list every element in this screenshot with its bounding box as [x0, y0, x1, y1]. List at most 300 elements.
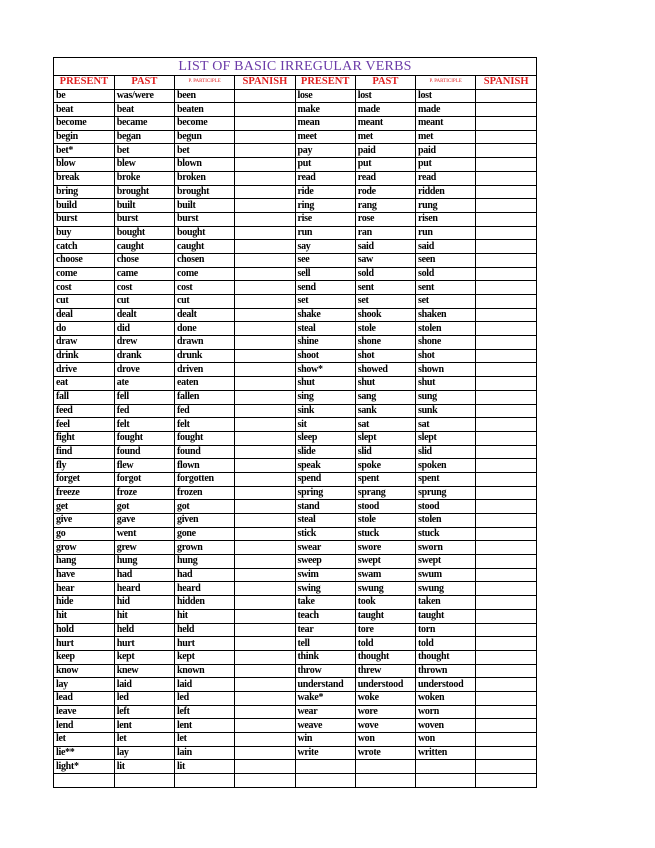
cell-past: lent	[114, 719, 174, 733]
cell-past-participle	[416, 760, 476, 774]
cell-present: hurt	[54, 637, 114, 651]
cell-past: beat	[114, 103, 174, 117]
cell-past-participle: stolen	[416, 514, 476, 528]
table-row	[54, 760, 536, 774]
cell-spanish	[476, 637, 536, 651]
cell-past: wrote	[355, 746, 415, 760]
cell-present: shoot	[295, 349, 355, 363]
cell-past: left	[114, 705, 174, 719]
cell-spanish	[235, 596, 295, 610]
cell-present: rise	[295, 212, 355, 226]
cell-present: hold	[54, 623, 114, 637]
cell-past: had	[114, 568, 174, 582]
cell-spanish	[235, 431, 295, 445]
cell-past: shone	[355, 336, 415, 350]
cell-past: went	[114, 527, 174, 541]
cell-past-participle: spoken	[416, 459, 476, 473]
cell-spanish	[235, 117, 295, 131]
cell-past-participle: eaten	[175, 377, 235, 391]
cell-present: forget	[54, 472, 114, 486]
cell-spanish	[476, 267, 536, 281]
cell-present: stick	[295, 527, 355, 541]
cell-present: run	[295, 226, 355, 240]
cell-past: froze	[114, 486, 174, 500]
cell-present: feed	[54, 404, 114, 418]
cell-past: caught	[114, 240, 174, 254]
cell-spanish	[235, 637, 295, 651]
cell-past: fell	[114, 390, 174, 404]
cell-spanish	[476, 199, 536, 213]
cell-present: show*	[295, 363, 355, 377]
cell-past-participle: bought	[175, 226, 235, 240]
table-row	[54, 650, 536, 664]
header-row	[54, 76, 536, 89]
cell-present: tear	[295, 623, 355, 637]
cell-past: thought	[355, 650, 415, 664]
cell-past-participle: drunk	[175, 349, 235, 363]
table-row	[54, 281, 536, 295]
table-row	[54, 144, 536, 158]
cell-past: spoke	[355, 459, 415, 473]
cell-past-participle: worn	[416, 705, 476, 719]
cell-present: fall	[54, 390, 114, 404]
table-row	[54, 514, 536, 528]
table-row	[54, 336, 536, 350]
header-past-participle: P. PARTICIPLE	[175, 76, 235, 89]
cell-past: swept	[355, 555, 415, 569]
cell-past: flew	[114, 459, 174, 473]
cell-spanish	[476, 185, 536, 199]
cell-past-participle: lost	[416, 89, 476, 103]
cell-past-participle: swung	[416, 582, 476, 596]
cell-past-participle: sent	[416, 281, 476, 295]
cell-past: shot	[355, 349, 415, 363]
cell-spanish	[235, 185, 295, 199]
cell-present: go	[54, 527, 114, 541]
cell-past-participle: rung	[416, 199, 476, 213]
cell-past: fed	[114, 404, 174, 418]
cell-spanish	[476, 308, 536, 322]
cell-spanish	[235, 363, 295, 377]
cell-past-participle: left	[175, 705, 235, 719]
cell-present: hide	[54, 596, 114, 610]
cell-past: held	[114, 623, 174, 637]
cell-past: fought	[114, 431, 174, 445]
cell-past-participle: flown	[175, 459, 235, 473]
cell-past-participle: kept	[175, 650, 235, 664]
cell-spanish	[476, 541, 536, 555]
cell-present: stand	[295, 500, 355, 514]
cell-past-participle: stuck	[416, 527, 476, 541]
cell-past-participle: begun	[175, 130, 235, 144]
cell-present: read	[295, 171, 355, 185]
cell-past: was/were	[114, 89, 174, 103]
cell-past-participle	[175, 774, 235, 787]
cell-past-participle: sold	[416, 267, 476, 281]
table-row	[54, 691, 536, 705]
table-row	[54, 541, 536, 555]
cell-present: choose	[54, 253, 114, 267]
cell-past: knew	[114, 664, 174, 678]
cell-past: slept	[355, 431, 415, 445]
cell-present: steal	[295, 322, 355, 336]
cell-past-participle: burst	[175, 212, 235, 226]
cell-past: cost	[114, 281, 174, 295]
cell-past-participle: given	[175, 514, 235, 528]
table-row	[54, 445, 536, 459]
cell-spanish	[476, 158, 536, 172]
cell-spanish	[235, 322, 295, 336]
cell-past-participle: seen	[416, 253, 476, 267]
cell-spanish	[235, 514, 295, 528]
cell-past-participle: become	[175, 117, 235, 131]
cell-spanish	[476, 555, 536, 569]
table-row	[54, 568, 536, 582]
cell-past-participle: read	[416, 171, 476, 185]
cell-past: burst	[114, 212, 174, 226]
table-row	[54, 459, 536, 473]
cell-spanish	[476, 226, 536, 240]
cell-present: win	[295, 733, 355, 747]
cell-spanish	[476, 514, 536, 528]
cell-present: sing	[295, 390, 355, 404]
cell-past-participle: caught	[175, 240, 235, 254]
cell-spanish	[476, 760, 536, 774]
cell-past-participle: broken	[175, 171, 235, 185]
cell-past-participle: been	[175, 89, 235, 103]
cell-present: teach	[295, 609, 355, 623]
cell-spanish	[235, 130, 295, 144]
cell-past: rose	[355, 212, 415, 226]
cell-spanish	[476, 103, 536, 117]
cell-past: slid	[355, 445, 415, 459]
cell-past: cut	[114, 295, 174, 309]
verb-table	[54, 76, 536, 787]
cell-spanish	[476, 691, 536, 705]
cell-past-participle: set	[416, 295, 476, 309]
cell-spanish	[476, 431, 536, 445]
cell-past: spent	[355, 472, 415, 486]
cell-present: become	[54, 117, 114, 131]
cell-spanish	[476, 281, 536, 295]
cell-past: chose	[114, 253, 174, 267]
cell-present: speak	[295, 459, 355, 473]
cell-spanish	[235, 705, 295, 719]
cell-past: grew	[114, 541, 174, 555]
cell-present: spend	[295, 472, 355, 486]
cell-present: get	[54, 500, 114, 514]
table-row	[54, 774, 536, 787]
cell-past: bet	[114, 144, 174, 158]
cell-past: stole	[355, 514, 415, 528]
cell-past-participle: laid	[175, 678, 235, 692]
cell-past-participle: written	[416, 746, 476, 760]
cell-spanish	[235, 281, 295, 295]
cell-present: freeze	[54, 486, 114, 500]
cell-past-participle: paid	[416, 144, 476, 158]
cell-past: woke	[355, 691, 415, 705]
cell-spanish	[476, 774, 536, 787]
cell-past-participle: hung	[175, 555, 235, 569]
cell-present: cost	[54, 281, 114, 295]
cell-past: came	[114, 267, 174, 281]
cell-past: lit	[114, 760, 174, 774]
cell-present: sink	[295, 404, 355, 418]
cell-present: think	[295, 650, 355, 664]
cell-spanish	[476, 705, 536, 719]
cell-present: sit	[295, 418, 355, 432]
cell-present: sell	[295, 267, 355, 281]
cell-past: sprang	[355, 486, 415, 500]
cell-past-participle: thrown	[416, 664, 476, 678]
cell-present: have	[54, 568, 114, 582]
cell-present: throw	[295, 664, 355, 678]
cell-past: hurt	[114, 637, 174, 651]
cell-present: blow	[54, 158, 114, 172]
cell-spanish	[476, 472, 536, 486]
table-row	[54, 500, 536, 514]
cell-past-participle: fought	[175, 431, 235, 445]
cell-spanish	[235, 541, 295, 555]
cell-past-participle: ridden	[416, 185, 476, 199]
cell-present: shake	[295, 308, 355, 322]
cell-past: sold	[355, 267, 415, 281]
cell-past-participle: driven	[175, 363, 235, 377]
cell-present: hear	[54, 582, 114, 596]
cell-present	[54, 774, 114, 787]
cell-spanish	[235, 295, 295, 309]
cell-present: spring	[295, 486, 355, 500]
cell-spanish	[476, 418, 536, 432]
cell-past-participle: bet	[175, 144, 235, 158]
cell-past-participle: shaken	[416, 308, 476, 322]
cell-present: do	[54, 322, 114, 336]
cell-present: beat	[54, 103, 114, 117]
cell-present: swear	[295, 541, 355, 555]
cell-past: put	[355, 158, 415, 172]
cell-spanish	[235, 774, 295, 787]
cell-present: draw	[54, 336, 114, 350]
table-row	[54, 158, 536, 172]
cell-past-participle: sprung	[416, 486, 476, 500]
cell-spanish	[235, 733, 295, 747]
cell-present: burst	[54, 212, 114, 226]
cell-past: blew	[114, 158, 174, 172]
cell-past-participle: stood	[416, 500, 476, 514]
cell-past-participle: felt	[175, 418, 235, 432]
cell-spanish	[235, 199, 295, 213]
cell-spanish	[235, 746, 295, 760]
cell-present: let	[54, 733, 114, 747]
cell-past-participle: had	[175, 568, 235, 582]
cell-past: meant	[355, 117, 415, 131]
cell-spanish	[476, 89, 536, 103]
cell-past: let	[114, 733, 174, 747]
header-past-participle: P. PARTICIPLE	[416, 76, 476, 89]
cell-spanish	[235, 445, 295, 459]
table-row	[54, 363, 536, 377]
cell-spanish	[235, 459, 295, 473]
cell-spanish	[476, 130, 536, 144]
cell-present: hang	[54, 555, 114, 569]
table-row	[54, 349, 536, 363]
cell-past-participle: shut	[416, 377, 476, 391]
cell-past-participle: brought	[175, 185, 235, 199]
cell-past: sank	[355, 404, 415, 418]
cell-present: wear	[295, 705, 355, 719]
cell-past: sent	[355, 281, 415, 295]
table-row	[54, 226, 536, 240]
table-row	[54, 117, 536, 131]
cell-spanish	[476, 390, 536, 404]
cell-spanish	[235, 609, 295, 623]
cell-past-participle: hurt	[175, 637, 235, 651]
cell-present: slide	[295, 445, 355, 459]
cell-present: meet	[295, 130, 355, 144]
cell-spanish	[476, 733, 536, 747]
table-row	[54, 637, 536, 651]
cell-past-participle: swum	[416, 568, 476, 582]
cell-past	[355, 774, 415, 787]
cell-present: drive	[54, 363, 114, 377]
cell-past-participle: swept	[416, 555, 476, 569]
cell-past: shut	[355, 377, 415, 391]
cell-present: break	[54, 171, 114, 185]
cell-spanish	[235, 678, 295, 692]
cell-present: swim	[295, 568, 355, 582]
table-row	[54, 527, 536, 541]
cell-past-participle: sunk	[416, 404, 476, 418]
cell-spanish	[476, 349, 536, 363]
cell-past-participle: lain	[175, 746, 235, 760]
cell-present: lie**	[54, 746, 114, 760]
cell-past: took	[355, 596, 415, 610]
cell-past-participle: hit	[175, 609, 235, 623]
cell-spanish	[476, 377, 536, 391]
cell-present: wake*	[295, 691, 355, 705]
cell-past-participle: come	[175, 267, 235, 281]
cell-past: wore	[355, 705, 415, 719]
table-row	[54, 199, 536, 213]
cell-past: lost	[355, 89, 415, 103]
cell-past-participle: run	[416, 226, 476, 240]
cell-past: felt	[114, 418, 174, 432]
table-row	[54, 431, 536, 445]
cell-spanish	[235, 253, 295, 267]
cell-present: lead	[54, 691, 114, 705]
cell-spanish	[235, 349, 295, 363]
table-row	[54, 89, 536, 103]
cell-present: sleep	[295, 431, 355, 445]
header-spanish: SPANISH	[235, 76, 295, 89]
cell-present: give	[54, 514, 114, 528]
cell-present: feel	[54, 418, 114, 432]
cell-past-participle: shone	[416, 336, 476, 350]
cell-past: sang	[355, 390, 415, 404]
cell-past: stole	[355, 322, 415, 336]
cell-past: read	[355, 171, 415, 185]
cell-past: swam	[355, 568, 415, 582]
header-present: PRESENT	[54, 76, 114, 89]
table-row	[54, 418, 536, 432]
table-row	[54, 253, 536, 267]
cell-spanish	[235, 171, 295, 185]
cell-past-participle: gone	[175, 527, 235, 541]
cell-spanish	[235, 527, 295, 541]
cell-past-participle: taken	[416, 596, 476, 610]
cell-present: say	[295, 240, 355, 254]
cell-past: rode	[355, 185, 415, 199]
cell-past-participle: done	[175, 322, 235, 336]
table-row	[54, 596, 536, 610]
cell-spanish	[476, 568, 536, 582]
page-title: LIST OF BASIC IRREGULAR VERBS	[54, 58, 536, 76]
cell-past: threw	[355, 664, 415, 678]
cell-present: send	[295, 281, 355, 295]
cell-past: told	[355, 637, 415, 651]
cell-spanish	[235, 240, 295, 254]
table-row	[54, 103, 536, 117]
cell-spanish	[235, 582, 295, 596]
cell-present: write	[295, 746, 355, 760]
cell-present	[295, 774, 355, 787]
cell-present: understand	[295, 678, 355, 692]
cell-spanish	[476, 719, 536, 733]
cell-past: hung	[114, 555, 174, 569]
table-row	[54, 212, 536, 226]
table-row	[54, 678, 536, 692]
cell-spanish	[476, 171, 536, 185]
cell-past: forgot	[114, 472, 174, 486]
table-row	[54, 664, 536, 678]
table-row	[54, 240, 536, 254]
cell-past-participle: shot	[416, 349, 476, 363]
cell-past: wove	[355, 719, 415, 733]
cell-past: saw	[355, 253, 415, 267]
cell-spanish	[235, 555, 295, 569]
cell-present: grow	[54, 541, 114, 555]
cell-present: know	[54, 664, 114, 678]
cell-past-participle: fallen	[175, 390, 235, 404]
cell-present: lose	[295, 89, 355, 103]
cell-past-participle: dealt	[175, 308, 235, 322]
cell-present: lend	[54, 719, 114, 733]
cell-spanish	[235, 144, 295, 158]
cell-present: ring	[295, 199, 355, 213]
table-row	[54, 130, 536, 144]
cell-spanish	[235, 691, 295, 705]
cell-past: led	[114, 691, 174, 705]
cell-past: laid	[114, 678, 174, 692]
cell-spanish	[235, 336, 295, 350]
cell-past: became	[114, 117, 174, 131]
cell-present: fight	[54, 431, 114, 445]
cell-spanish	[235, 760, 295, 774]
cell-spanish	[235, 650, 295, 664]
cell-present: see	[295, 253, 355, 267]
cell-spanish	[476, 117, 536, 131]
cell-present: come	[54, 267, 114, 281]
cell-present: eat	[54, 377, 114, 391]
cell-spanish	[476, 650, 536, 664]
cell-present: tell	[295, 637, 355, 651]
cell-past-participle: drawn	[175, 336, 235, 350]
cell-present: build	[54, 199, 114, 213]
cell-past: drew	[114, 336, 174, 350]
table-row	[54, 705, 536, 719]
cell-past-participle: made	[416, 103, 476, 117]
cell-past: heard	[114, 582, 174, 596]
